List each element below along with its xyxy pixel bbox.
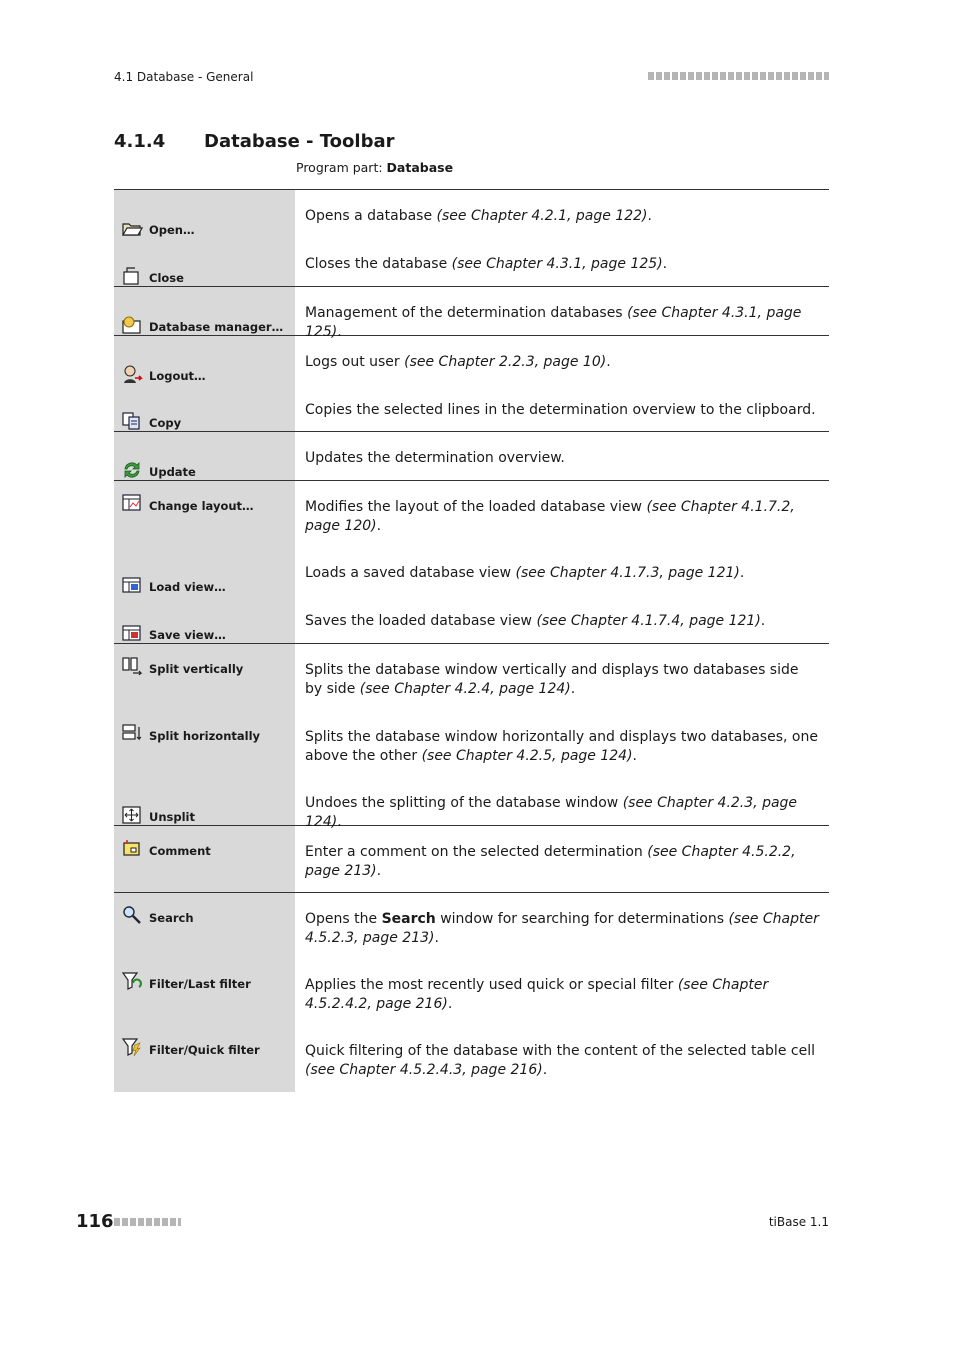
description-column	[295, 644, 829, 830]
running-header: 4.1 Database - General	[114, 70, 254, 84]
description-column	[295, 481, 829, 644]
section-number: 4.1.4	[114, 131, 166, 152]
toolbar-button-filter-quick[interactable]	[114, 1025, 295, 1092]
toolbar-button-label: Split vertically	[149, 662, 244, 676]
description-column	[295, 336, 829, 432]
header-dots	[648, 72, 829, 80]
row-description: Applies the most recently used quick or special filter (see Chapter 4.5.2.4.2, page 216).	[305, 977, 769, 1012]
toolbar-button-split-horizontally[interactable]	[114, 711, 295, 777]
toolbar-button-label: Load view…	[149, 580, 226, 594]
toolbar-button-label: Logout…	[149, 369, 206, 383]
toolbar-button-label: Open…	[149, 223, 195, 237]
save-view-icon	[121, 623, 143, 643]
change-layout-icon	[121, 493, 143, 513]
database-manager-icon	[121, 315, 143, 335]
toolbar-button-label: Close	[149, 271, 184, 285]
description-column	[295, 826, 829, 893]
toolbar-button-label: Update	[149, 465, 196, 479]
description-column	[295, 432, 829, 481]
toolbar-button-label: Split horizontally	[149, 729, 261, 743]
toolbar-button-label: Filter/Last filter	[149, 977, 251, 991]
row-description: Saves the loaded database view (see Chapter 4.1.7.4, page 121).	[305, 613, 766, 629]
button-column	[114, 287, 295, 336]
filter-last-icon	[121, 971, 143, 991]
toolbar-button-copy[interactable]	[114, 384, 295, 431]
toolbar-button-label: Search	[149, 911, 194, 925]
row-description: Management of the determination databases (see Chapter 4.3.1, page 125).	[305, 305, 802, 340]
button-column	[114, 432, 295, 481]
program-part	[296, 160, 453, 175]
filter-quick-icon	[121, 1037, 143, 1057]
button-column	[114, 190, 295, 287]
split-vertical-icon	[121, 656, 143, 676]
table-group	[114, 287, 829, 336]
table-group	[114, 432, 829, 481]
load-view-icon	[121, 575, 143, 595]
row-description: Logs out user (see Chapter 2.2.3, page 10).	[305, 354, 611, 370]
row-description: Copies the selected lines in the determination overview to the clipboard.	[305, 402, 816, 418]
page-number: 116	[76, 1211, 114, 1232]
toolbar-button-label: Comment	[149, 844, 211, 858]
toolbar-button-save-view[interactable]	[114, 595, 295, 643]
toolbar-button-label: Filter/Quick filter	[149, 1043, 260, 1057]
table-group	[114, 481, 829, 644]
button-column	[114, 826, 295, 893]
table-group	[114, 190, 829, 287]
toolbar-button-label: Database manager…	[149, 320, 284, 334]
row-description: Undoes the splitting of the database window (see Chapter 4.2.3, page 124).	[305, 795, 798, 830]
copy-icon	[121, 411, 143, 431]
toolbar-button-search[interactable]	[114, 893, 295, 959]
row-description: Opens the Search window for searching for determinations (see Chapter 4.5.2.3, page 213).	[305, 911, 819, 946]
row-description: Updates the determination overview.	[305, 450, 565, 466]
row-description: Closes the database (see Chapter 4.3.1, page 125).	[305, 256, 668, 272]
toolbar-button-label: Unsplit	[149, 810, 195, 824]
toolbar-button-label: Copy	[149, 416, 182, 430]
footer-dots	[114, 1218, 181, 1226]
row-description: Quick filtering of the database with the content of the selected table cell (see Chapter 4.5.2.4.3, page 216).	[305, 1043, 815, 1078]
section-title	[114, 131, 395, 152]
toolbar-button-filter-last[interactable]	[114, 959, 295, 1025]
button-column	[114, 644, 295, 826]
toolbar-button-close[interactable]	[114, 238, 295, 286]
row-description: Splits the database window vertically and displays two databases side by side (see Chapter 4.2.4, page 124).	[305, 662, 799, 697]
toolbar-button-change-layout[interactable]	[114, 481, 295, 547]
program-part-value: Database	[386, 160, 454, 175]
table-group	[114, 893, 829, 1093]
folder-close-icon	[121, 266, 143, 286]
table-group	[114, 644, 829, 826]
toolbar-button-unsplit[interactable]	[114, 777, 295, 825]
table-group	[114, 826, 829, 893]
button-column	[114, 481, 295, 644]
toolbar-button-logout[interactable]	[114, 336, 295, 384]
toolbar-table	[114, 189, 829, 1092]
toolbar-button-database-manager[interactable]	[114, 287, 295, 335]
description-column	[295, 287, 829, 340]
row-description: Enter a comment on the selected determination (see Chapter 4.5.2.2, page 213).	[305, 844, 796, 879]
update-arrows-icon	[121, 460, 143, 480]
comment-icon	[121, 838, 143, 858]
logout-user-icon	[121, 364, 143, 384]
row-description: Opens a database (see Chapter 4.2.1, page 122).	[305, 208, 652, 224]
unsplit-icon	[121, 805, 143, 825]
folder-open-icon	[121, 218, 143, 238]
section-heading: Database - Toolbar	[204, 131, 395, 152]
toolbar-button-update[interactable]	[114, 432, 295, 480]
product-name: tiBase 1.1	[768, 1215, 829, 1229]
description-column	[295, 190, 829, 287]
toolbar-button-split-vertically[interactable]	[114, 644, 295, 711]
toolbar-button-label: Save view…	[149, 628, 226, 642]
split-horizontal-icon	[121, 723, 143, 743]
button-column	[114, 893, 295, 1093]
row-description: Splits the database window horizontally and displays two databases, one above the other (see Chapter 4.2.5, page 124).	[305, 729, 818, 764]
row-description: Loads a saved database view (see Chapter 4.1.7.3, page 121).	[305, 565, 745, 581]
toolbar-button-comment[interactable]	[114, 826, 295, 892]
table-group	[114, 336, 829, 432]
row-description: Modifies the layout of the loaded database view (see Chapter 4.1.7.2, page 120).	[305, 499, 795, 534]
program-part-label: Program part:	[296, 160, 383, 175]
description-column	[295, 893, 829, 1093]
toolbar-button-label: Change layout…	[149, 499, 254, 513]
toolbar-button-open[interactable]	[114, 190, 295, 238]
search-magnifier-icon	[121, 905, 143, 925]
toolbar-button-load-view[interactable]	[114, 547, 295, 595]
button-column	[114, 336, 295, 432]
